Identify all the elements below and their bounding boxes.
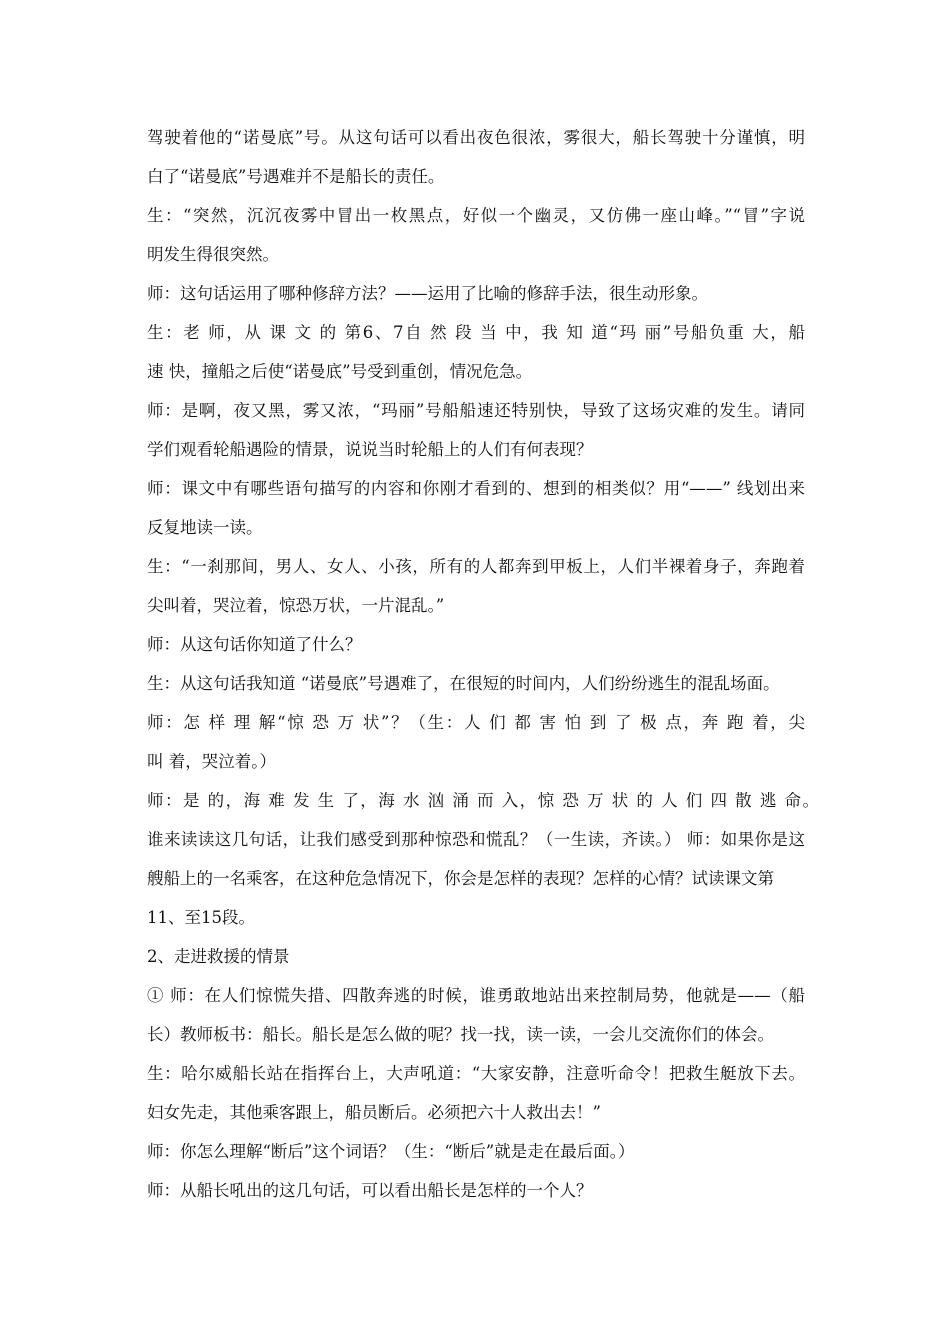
text-line: 生：从这句话我知道 “诺曼底”号遇难了，在很短的时间内，人们纷纷逃生的混乱场面。 [147, 674, 780, 693]
text-line: 艘船上的一名乘客，在这种危急情况下，你会是怎样的表现？怎样的心情？试读课文第 [147, 869, 774, 888]
text-line: 长）教师板书：船长。船长是怎么做的呢？找一找，读一读，一会儿交流你们的体会。 [147, 1025, 774, 1044]
text-line: 师：从这句话你知道了什么？ [147, 635, 362, 654]
text-line: 驾驶着他的“诺曼底”号。从这句话可以看出夜色很浓，雾很大，船长驾驶十分谨慎，明 [147, 128, 805, 147]
text-line: 反复地读一读。 [147, 518, 263, 537]
text-line: 生：哈尔威船长站在指挥台上，大声吼道：“大家安静，注意听命令！把救生艇放下去。 [147, 1064, 805, 1083]
text-line: 速 快，撞船之后使“诺曼底”号受到重创，情况危急。 [147, 362, 533, 381]
text-line: 尖叫着，哭泣着，惊恐万状，一片混乱。” [147, 596, 445, 615]
text-line: 师：是啊，夜又黑，雾又浓，“玛丽”号船船速还特别快，导致了这场灾难的发生。请同 [147, 401, 805, 420]
text-line: 师：你怎么理解“断后”这个词语？（生：“断后”就是走在最后面。） [147, 1142, 635, 1161]
text-line: 明发生得很突然。 [147, 245, 279, 264]
text-line: 叫 着，哭泣着。） [147, 752, 276, 771]
text-line: 谁来读读这几句话，让我们感受到那种惊恐和慌乱？（一生读，齐读。） 师：如果你是这 [147, 830, 805, 849]
text-line: 生：“突然，沉沉夜雾中冒出一枚黑点，好似一个幽灵，又仿佛一座山峰。”“冒”字说 [147, 206, 805, 225]
text-line: 师：这句话运用了哪种修辞方法？——运用了比喻的修辞手法，很生动形象。 [147, 284, 708, 303]
text-line: 师：怎 样 理 解“惊 恐 万 状”？（生：人 们 都 害 怕 到 了 极 点，奔 跑 着，尖 [147, 713, 805, 732]
text-line: 生：“一刹那间，男人、女人、小孩，所有的人都奔到甲板上，人们半裸着身子，奔跑着 [147, 557, 805, 576]
text-line: 师：是 的，海 难 发 生 了，海 水 汹 涌 而 入，惊 恐 万 状 的 人 们 四 散 逃 命。 [147, 791, 819, 810]
text-line: 学们观看轮船遇险的情景，说说当时轮船上的人们有何表现？ [147, 440, 593, 459]
text-line: 妇女先走，其他乘客跟上，船员断后。必须把六十人救出去！” [147, 1103, 601, 1122]
section-heading: 2、走进救援的情景 [147, 947, 290, 966]
text-line: 生：老 师，从 课 文 的 第6、7自 然 段 当 中，我 知 道“玛 丽”号船负重 大，船 [147, 323, 805, 342]
text-line: 师：课文中有哪些语句描写的内容和你刚才看到的、想到的相类似？用“——” 线划出来 [147, 479, 805, 498]
text-line: ① 师：在人们惊慌失措、四散奔逃的时候，谁勇敢地站出来控制局势，他就是——（船 [147, 986, 805, 1005]
text-line: 白了“诺曼底”号遇难并不是船长的责任。 [147, 167, 445, 186]
text-line: 11、至15段。 [147, 908, 255, 927]
text-line: 师：从船长吼出的这几句话，可以看出船长是怎样的一个人？ [147, 1181, 593, 1200]
